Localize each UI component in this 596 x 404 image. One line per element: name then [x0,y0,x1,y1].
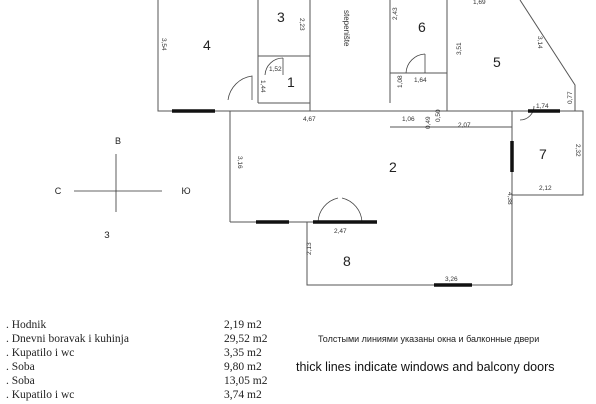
dim-247: 2,47 [334,228,347,235]
legend-room-area: 9,80 m2 [224,361,262,373]
dim-077: 0,77 [567,91,574,104]
compass-east: Ю [181,186,191,196]
legend-row [6,374,296,388]
dim-050: 0,50 [435,109,442,122]
dim-243: 2,43 [392,7,399,20]
dim-438: 4,38 [506,192,513,205]
room-number-7: 7 [539,146,547,162]
legend-room-name: . Kupatilo i wc [6,347,75,359]
legend-room-area: 3,74 m2 [224,389,262,401]
dim-108: 1,08 [397,75,404,88]
room-number-1: 1 [287,74,295,90]
room-number-3: 3 [277,9,285,25]
balcony-door-left [318,198,338,222]
note-russian: Толстыми линиями указаны окна и балконные двери [318,334,540,344]
dim-351: 3,51 [456,42,463,55]
dim-207: 2,07 [458,122,471,129]
dim-316: 3,16 [236,156,243,169]
room-number-2: 2 [389,159,397,175]
legend-room-name: . Kupatilo i wc [6,389,75,401]
legend-row [6,360,296,374]
dim-164: 1,64 [414,77,427,84]
dim-223: 2,23 [298,18,305,31]
room-number-6: 6 [418,19,426,35]
room-number-5: 5 [493,54,501,70]
room-4-walls [158,0,230,111]
compass-south: З [104,230,110,240]
door-arc-4 [228,76,252,100]
dim-467: 4,67 [303,116,316,123]
dim-174: 1,74 [536,103,549,110]
dim-314: 3,14 [536,36,543,49]
dim-232: 2,32 [574,144,581,157]
note-english: thick lines indicate windows and balcony doors [296,360,555,374]
balcony-door-right [342,198,362,222]
dim-106: 1,06 [402,116,415,123]
dim-326: 3,26 [445,276,458,283]
legend-row [6,388,296,402]
legend-room-area: 3,35 m2 [224,347,262,359]
legend-room-name: . Dnevni boravak i kuhinja [6,333,129,345]
legend-room-name: . Soba [6,361,35,373]
dim-152: 1,52 [269,66,282,73]
legend-room-area: 13,05 m2 [224,375,268,387]
room-number-4: 4 [203,37,211,53]
room-7-walls [512,111,583,195]
door-arc-6 [406,54,425,73]
legend-row [6,332,296,346]
legend-room-area: 29,52 m2 [224,333,268,345]
top-clipped-dimension: 1,69 [473,0,486,6]
legend-row [6,346,296,360]
dim-354: 3,54 [160,38,167,51]
compass-north: B [114,136,122,146]
dim-144: 1,44 [259,80,266,93]
room-legend [6,318,296,404]
compass-west: C [54,186,62,196]
dim-049: 0,49 [425,116,432,129]
legend-row [6,318,296,332]
dim-213: 2,13 [306,242,313,255]
door-arc-7 [520,106,534,120]
room-number-8: 8 [343,253,351,269]
legend-room-area: 2,19 m2 [224,319,262,331]
legend-room-name: . Soba [6,375,35,387]
legend-room-name: . Hodnik [6,319,47,331]
dim-212: 2,12 [539,185,552,192]
stair-label: stepenište [342,10,351,47]
